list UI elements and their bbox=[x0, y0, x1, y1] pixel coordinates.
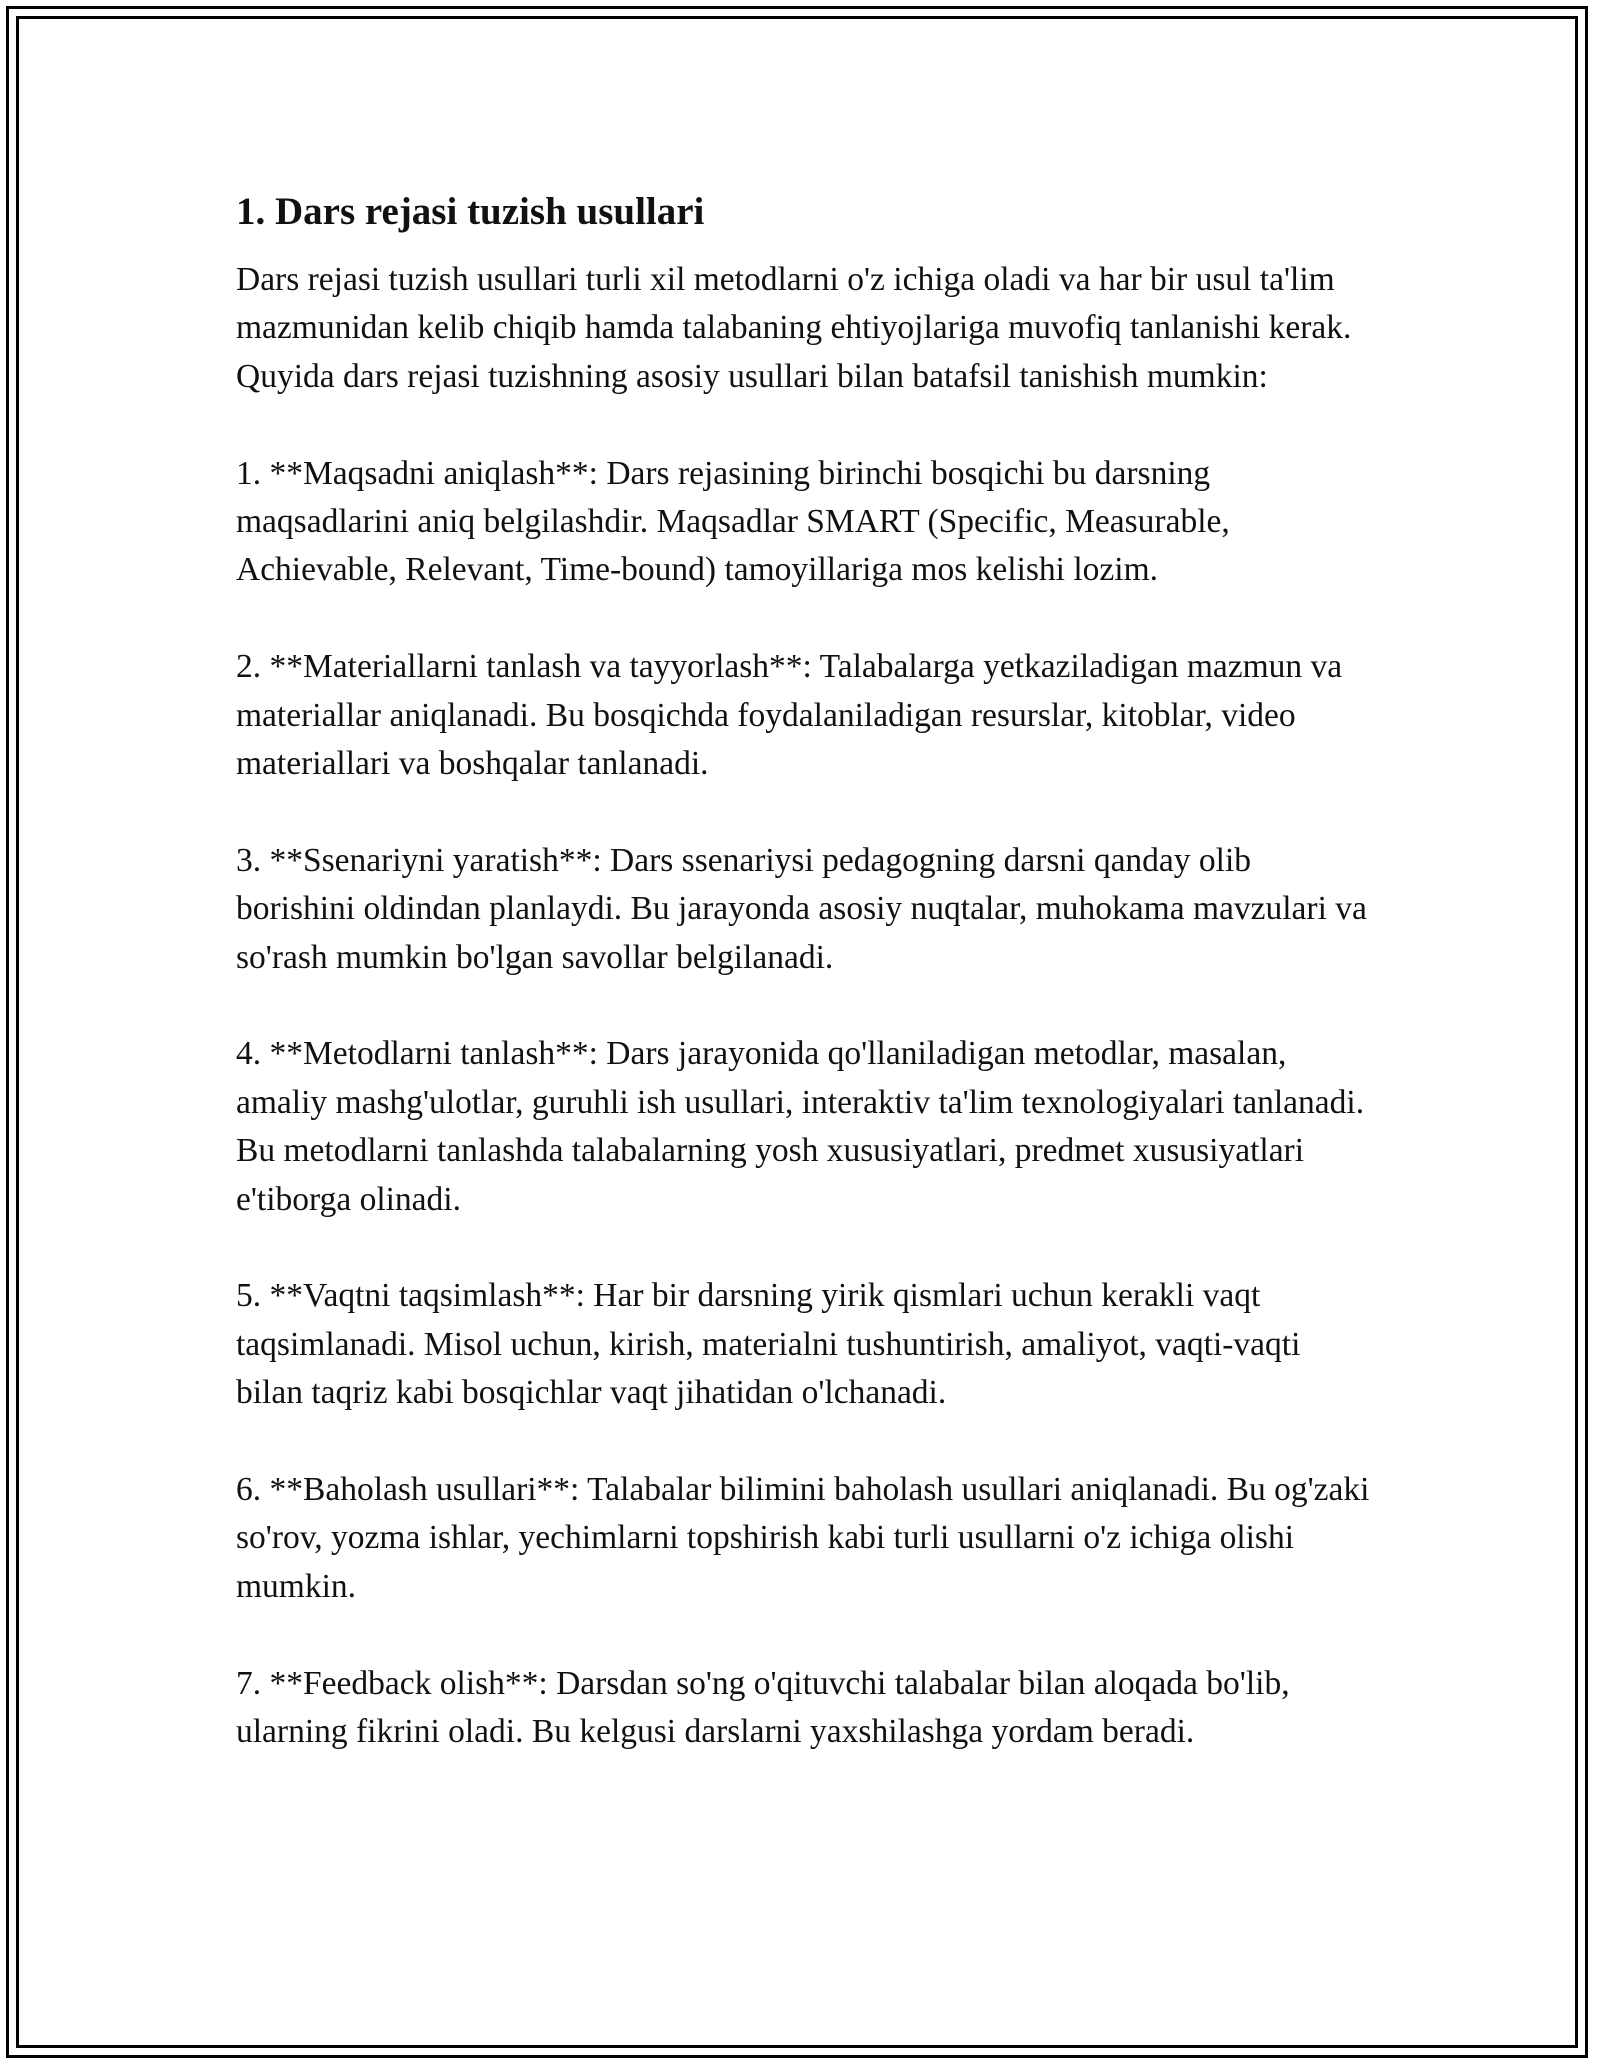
list-item-materiallarni-tanlash: 2. **Materiallarni tanlash va tayyorlash**: Talabalarga yetkaziladigan mazmun va materiallar aniqlanadi. Bu bosqichda foydalaniladigan resurslar, kitoblar, video materiallari va boshqalar tanlanadi. bbox=[236, 648, 1343, 783]
list-item-maqsadni-aniqlash: 1. **Maqsadni aniqlash**: Dars rejasining birinchi bosqichi bu darsning maqsadlarini aniq belgilashdir. Maqsadlar SMART (Specific, Measurable, Achievable, Relevant, Time-bound) tamoyillariga mos kelishi lozim. bbox=[236, 454, 1230, 589]
document-heading: 1. Dars rejasi tuzish usullari bbox=[236, 190, 705, 233]
list-item-feedback-olish: 7. **Feedback olish**: Darsdan so'ng o'qituvchi talabalar bilan aloqada bo'lib, ularning fikrini oladi. Bu kelgusi darslarni yaxshilashga yordam beradi. bbox=[236, 1664, 1290, 1751]
document-body bbox=[236, 186, 1370, 1756]
list-item-baholash-usullari: 6. **Baholash usullari**: Talabalar bilimini baholash usullari aniqlanadi. Bu og'zaki so'rov, yozma ishlar, yechimlarni topshirish kabi turli usullarni o'z ichiga olishi mumkin. bbox=[236, 1471, 1370, 1605]
list-item-metodlarni-tanlash: 4. **Metodlarni tanlash**: Dars jarayonida qo'llaniladigan metodlar, masalan, amaliy mashg'ulotlar, guruhli ish usullari, interaktiv ta'lim texnologiyalari tanlanadi. Bu metodlarni tanlashda talabalarning yosh xususiyatlari, predmet xususiyatlari e'tiborga olinadi. bbox=[236, 1035, 1365, 1218]
list-item-ssenariyni-yaratish: 3. **Ssenariyni yaratish**: Dars ssenariysi pedagogning darsni qanday olib borishini oldindan planlaydi. Bu jarayonda asosiy nuqtalar, muhokama mavzulari va so'rash mumkin bo'lgan savollar belgilanadi. bbox=[236, 841, 1367, 976]
intro-paragraph: Dars rejasi tuzish usullari turli xil metodlarni o'z ichiga oladi va har bir usul ta'lim mazmunidan kelib chiqib hamda talabaning ehtiyojlariga muvofiq tanlanishi kerak. Quyida dars rejasi tuzishning asosiy usullari bilan batafsil tanishish mumkin: bbox=[236, 261, 1352, 395]
list-item-vaqtni-taqsimlash: 5. **Vaqtni taqsimlash**: Har bir darsning yirik qismlari uchun kerakli vaqt taqsimlanadi. Misol uchun, kirish, materialni tushuntirish, amaliyot, vaqti-vaqti bilan taqriz kabi bosqichlar vaqt jihatidan o'lchanadi. bbox=[236, 1277, 1301, 1412]
